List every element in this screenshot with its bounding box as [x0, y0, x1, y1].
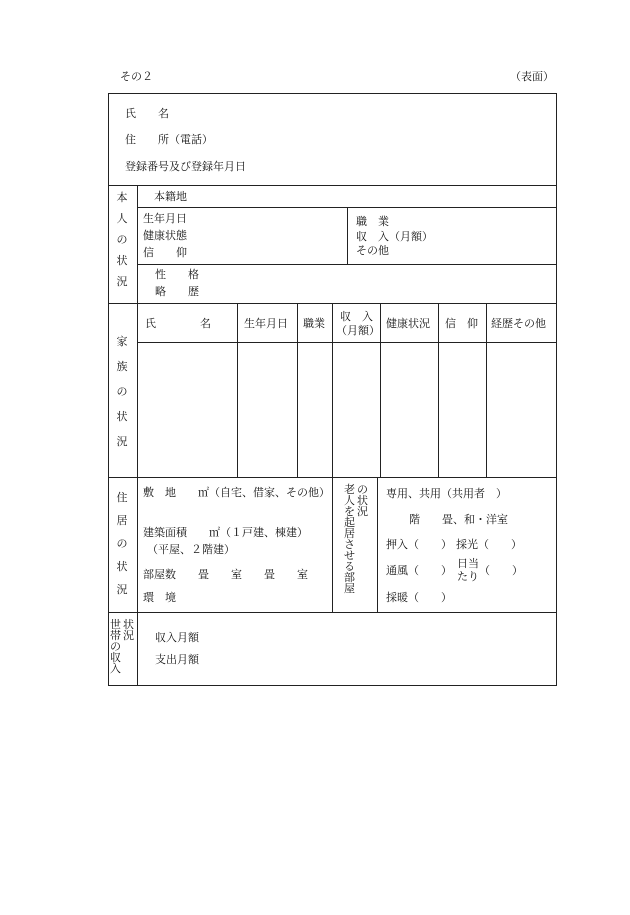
character-label: 性 格: [155, 268, 199, 281]
family-col-history: 経歴その他: [491, 317, 546, 330]
divider-housing-end: [108, 612, 557, 613]
closet-label: 押入（ ）: [386, 538, 452, 551]
birthdate-label: 生年月日: [143, 212, 187, 225]
income-label: 収 入（月額）: [356, 230, 433, 243]
occupation-label: 職 業: [356, 215, 389, 228]
name-label: 氏 名: [125, 107, 169, 120]
address-label: 住 所（電話）: [125, 133, 213, 146]
self-split-line: [347, 207, 348, 264]
housing-side-label: 住 居 の 状 況: [116, 491, 128, 596]
family-col-line-4: [380, 303, 381, 477]
health-label: 健康状態: [143, 229, 187, 242]
heating-label: 採暖（ ）: [386, 591, 452, 604]
environment-label: 環 境: [143, 591, 176, 604]
housing-col-line-1: [332, 477, 333, 612]
building-area-label: 建築面積 ㎡（１戸建、棟建）: [143, 526, 308, 539]
divider-family-header: [137, 342, 557, 343]
family-col-income-2: （月額）: [336, 324, 380, 337]
housing-col-line-2: [377, 477, 378, 612]
ventilation-label: 通風（ ）: [386, 564, 452, 577]
history-label: 略 歴: [155, 285, 199, 298]
family-col-line-1: [237, 303, 238, 477]
sunlight-label-2: たり: [457, 570, 479, 583]
self-side-label: 本 人 の 状 況: [116, 191, 128, 288]
usage-label: 専用、共用（共用者 ）: [386, 487, 507, 500]
lighting-label: 採光（ ）: [456, 538, 522, 551]
family-col-health: 健康状況: [386, 317, 430, 330]
family-col-line-3: [332, 303, 333, 477]
rooms-label: 部屋数 畳 室 畳 室: [143, 568, 308, 581]
elder-room-label-col1: 老 人 を 起 居 さ せ る 部 屋: [344, 483, 355, 595]
domicile-label: 本籍地: [154, 190, 187, 203]
monthly-income-label: 収入月額: [155, 631, 199, 644]
family-col-name: 氏 名: [145, 317, 211, 330]
religion-label: 信 仰: [143, 246, 187, 259]
floor-tatami-label: 階 畳、和・洋室: [409, 513, 508, 526]
elder-room-label-col2: の 状 況: [357, 483, 368, 518]
family-col-income-1: 収 入: [340, 310, 373, 323]
family-col-birthdate: 生年月日: [244, 317, 288, 330]
divider-birth-block: [137, 264, 557, 265]
family-col-religion: 信 仰: [445, 317, 478, 330]
family-col-occupation: 職業: [303, 317, 325, 330]
sunlight-value: （ ）: [479, 564, 523, 577]
floors-label: （平屋、２階建）: [147, 543, 235, 556]
family-col-line-2: [297, 303, 298, 477]
family-col-line-6: [486, 303, 487, 477]
monthly-expense-label: 支出月額: [155, 653, 199, 666]
household-side-label-col1: 世 帯 の 収 入: [110, 618, 121, 675]
page-label: その２: [120, 70, 153, 83]
registration-label: 登録番号及び登録年月日: [125, 160, 246, 173]
other-label: その他: [356, 244, 389, 257]
sunlight-label-1: 日当: [457, 557, 479, 570]
left-column-line: [137, 185, 138, 686]
family-col-line-5: [438, 303, 439, 477]
household-side-label-col2: 状 況: [123, 618, 134, 642]
divider-top: [108, 185, 557, 186]
side-label: （表面）: [510, 70, 554, 83]
site-area-label: 敷 地 ㎡（自宅、借家、その他）: [143, 486, 330, 499]
family-side-label: 家 族 の 状 況: [116, 335, 128, 448]
